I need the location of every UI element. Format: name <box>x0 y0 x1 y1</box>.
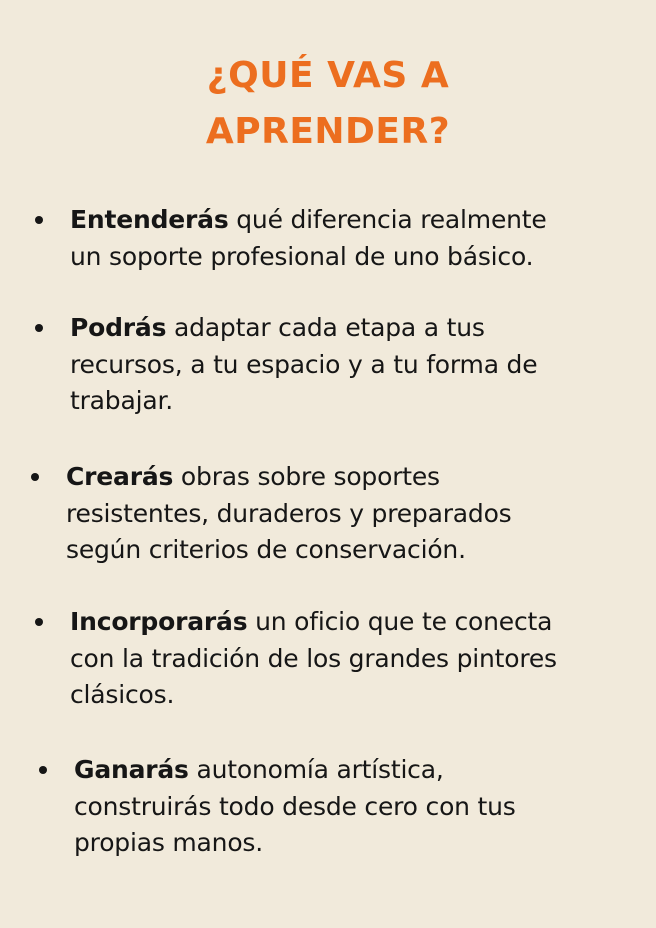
list-item-line: resistentes, duraderos y preparados <box>66 498 512 528</box>
list-item-bold: Incorporarás <box>70 607 248 636</box>
list-item-crearas <box>66 459 512 569</box>
list-item-line: Ganarás autonomía artística, <box>74 755 444 784</box>
list-item-entenderas <box>70 202 547 275</box>
list-item-line: construirás todo desde cero con tus <box>74 791 516 821</box>
list-item-line: Entenderás qué diferencia realmente <box>70 205 547 234</box>
title-line-1: ¿QUÉ VAS A <box>206 55 450 96</box>
bullet-icon <box>35 618 43 626</box>
list-item-line: Crearás obras sobre soportes <box>66 462 440 491</box>
title-line-2: APRENDER? <box>205 111 451 152</box>
page-title <box>0 48 656 160</box>
list-item-ganaras <box>74 752 516 862</box>
list-item-bold: Crearás <box>66 462 174 491</box>
list-item-line: propias manos. <box>74 828 263 857</box>
bullet-icon <box>31 473 39 481</box>
list-item-incorporaras <box>70 604 557 714</box>
bullet-icon <box>39 766 47 774</box>
list-item-line: trabajar. <box>70 386 173 415</box>
list-item-bold: Podrás <box>70 313 167 342</box>
list-item-podras <box>70 310 537 420</box>
list-item-bold: Entenderás <box>70 205 229 234</box>
bullet-icon <box>35 216 43 224</box>
list-item-line: Podrás adaptar cada etapa a tus <box>70 313 485 342</box>
list-item-line: según criterios de conservación. <box>66 535 466 564</box>
list-item-line: con la tradición de los grandes pintores <box>70 643 557 673</box>
list-item-line: recursos, a tu espacio y a tu forma de <box>70 349 538 379</box>
bullet-icon <box>35 324 43 332</box>
list-item-line: un soporte profesional de uno básico. <box>70 241 534 271</box>
list-item-line: Incorporarás un oficio que te conecta <box>70 607 553 636</box>
list-item-line: clásicos. <box>70 680 175 709</box>
list-item-bold: Ganarás <box>74 755 189 784</box>
